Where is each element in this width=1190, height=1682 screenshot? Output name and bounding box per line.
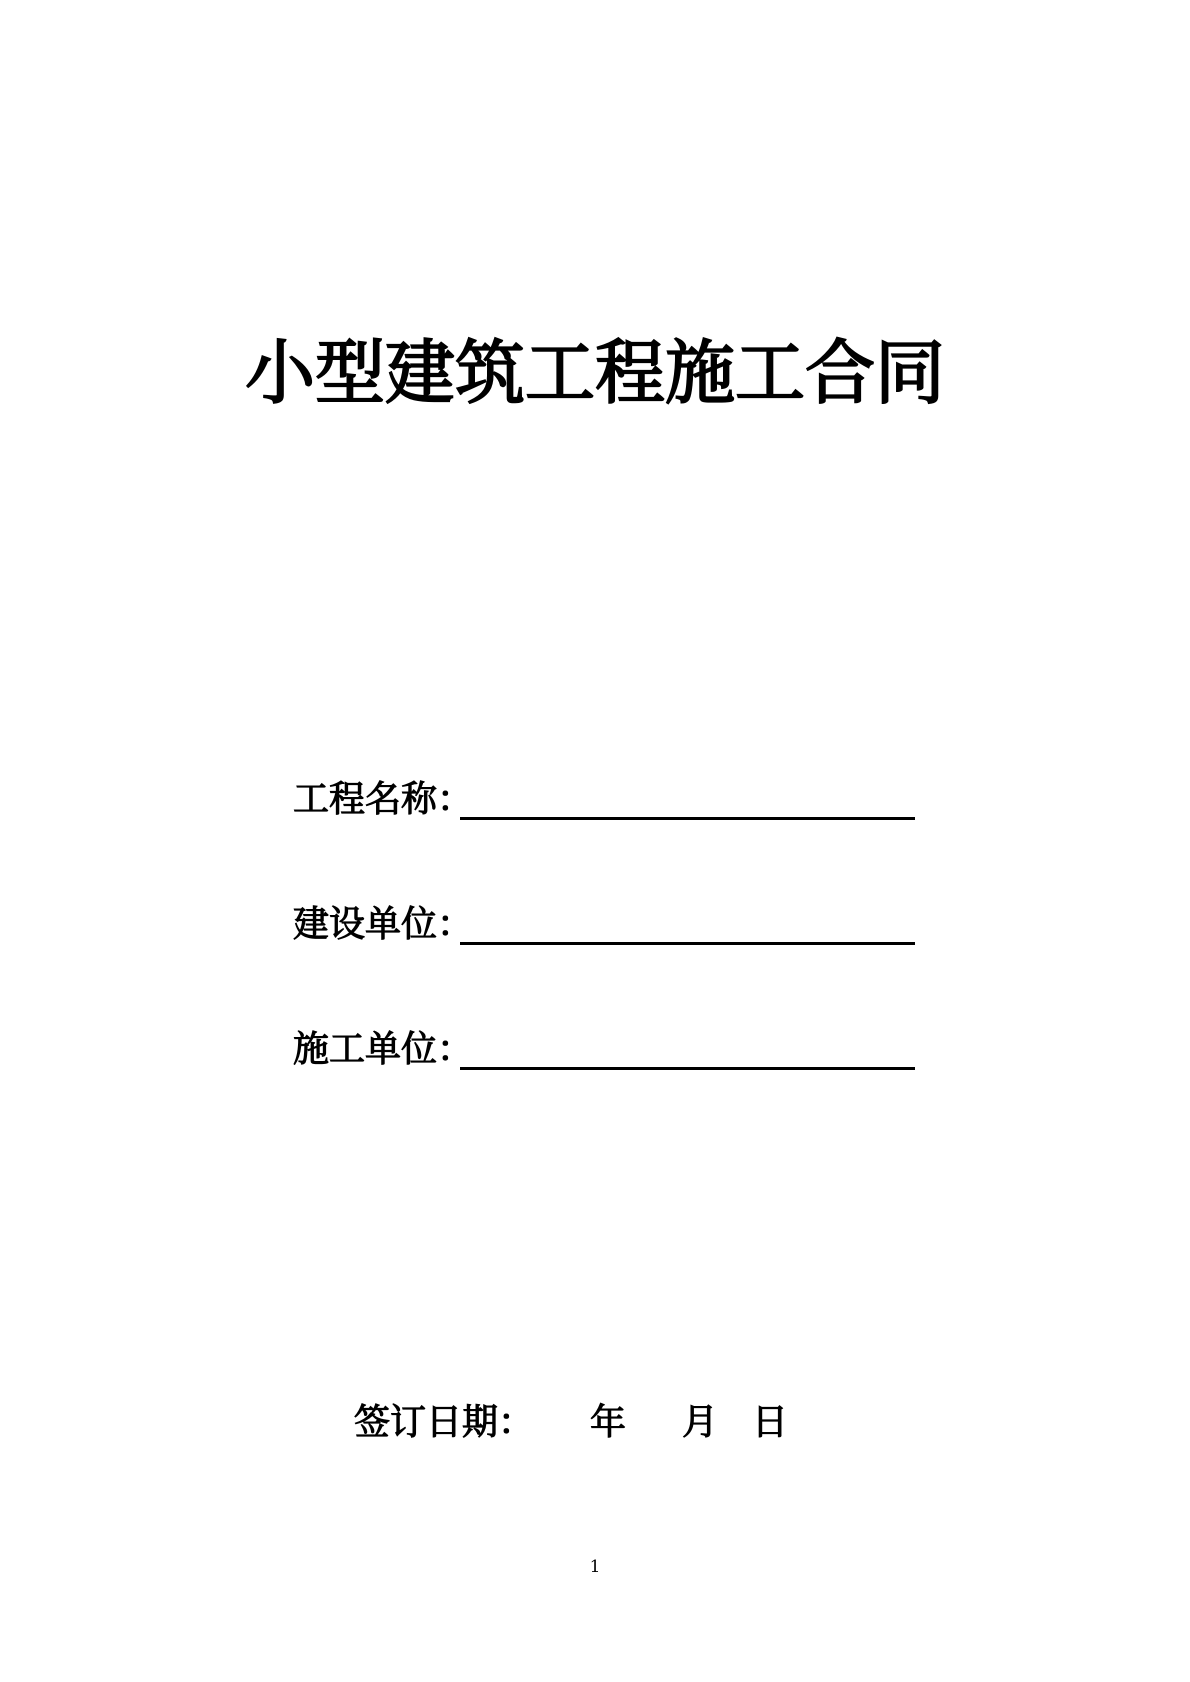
field-row-owner-unit (293, 905, 933, 945)
contractor-unit-label: 施工单位： (293, 1029, 474, 1070)
owner-unit-blank-line[interactable] (460, 905, 915, 945)
field-row-contractor-unit (293, 1030, 933, 1070)
contractor-unit-blank-line[interactable] (460, 1030, 915, 1070)
day-label: 日 (752, 1402, 789, 1443)
signing-date-label: 签订日期： (354, 1402, 535, 1443)
project-name-label: 工程名称： (293, 779, 474, 820)
month-label: 月 (682, 1402, 719, 1443)
year-label: 年 (590, 1402, 627, 1443)
signing-date-row (354, 1402, 914, 1444)
document-title: 小型建筑工程施工合同 (245, 332, 945, 414)
project-name-blank-line[interactable] (460, 780, 915, 820)
field-row-project-name (293, 780, 933, 820)
owner-unit-label: 建设单位： (293, 904, 474, 945)
page-number: 1 (589, 1557, 601, 1577)
